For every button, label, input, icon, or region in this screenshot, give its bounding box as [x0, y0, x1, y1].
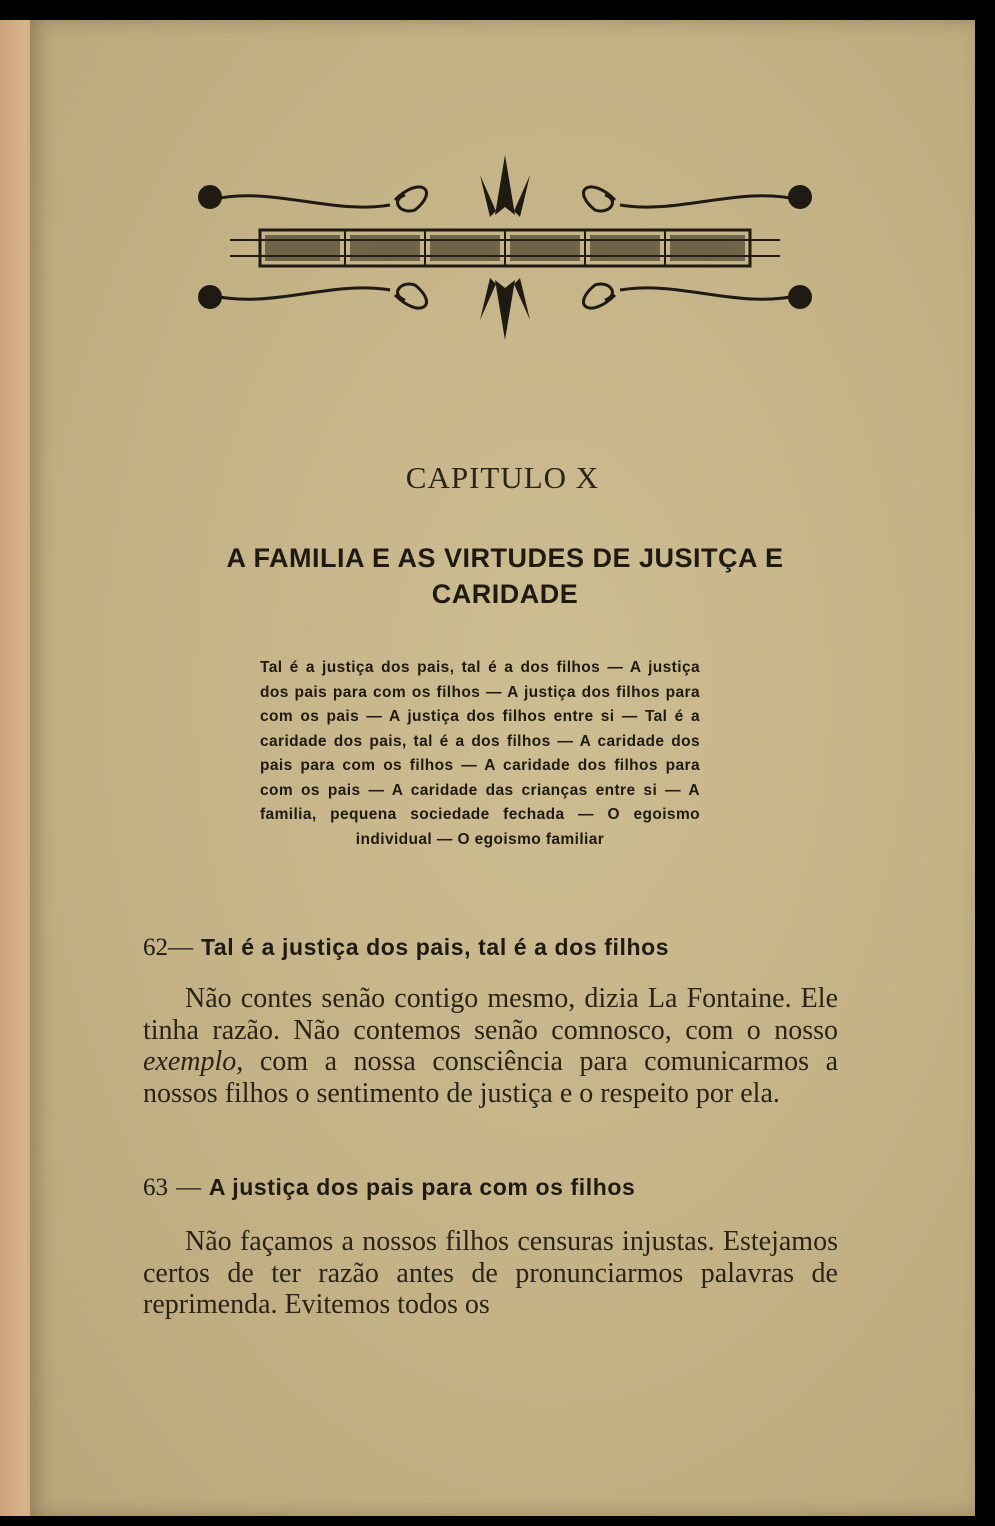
decorative-header-ornament [190, 145, 820, 350]
section-paragraph-62 [143, 983, 838, 1109]
book-page [30, 20, 975, 1516]
section-paragraph-63 [143, 1226, 838, 1321]
paragraph-text: com a nossa consciência para comunicarmos a nossos filhos o sentimento de justiça e o respeito por ela. [143, 1046, 838, 1109]
section-heading-63 [143, 1172, 843, 1202]
chapter-number: CAPITULO X [405, 460, 600, 495]
section-number: 62 [143, 934, 168, 961]
section-number: 63 [143, 1174, 168, 1201]
section-title: Tal é a justiça dos pais, tal é a dos filhos [200, 934, 670, 960]
chapter-summary: Tal é a justiça dos pais, tal é a dos filhos — A justiça dos pais para com os filhos — A justiça dos filhos para com os pais — A justiça dos filhos entre si — Tal é a caridade dos pais, tal é a dos filhos — A caridade dos pais para com os filhos — A caridade dos filhos para com os pais — A caridade das crianças entre si — A familia, pequena sociedade fechada — O egoismo individual — O egoismo familiar [260, 659, 700, 848]
chapter-title: A FAMILIA E AS VIRTUDES DE JUSITÇA E CARIDADE [226, 543, 784, 609]
section-title: A justiça dos pais para com os filhos [208, 1174, 636, 1200]
section-heading-62 [143, 932, 843, 962]
section-dash: — [168, 934, 193, 961]
paragraph-text: Não façamos a nossos filhos censuras injustas. Estejamos certos de ter razão antes de pronunciarmos palavras de reprimenda. Evitemos todos os [143, 1226, 838, 1320]
section-dash: — [175, 1174, 201, 1201]
emphasis-text: exemplo, [143, 1046, 244, 1077]
paragraph-text: Não contes senão contigo mesmo, dizia La Fontaine. Ele tinha razão. Não contemos senão comnosco, com o nosso [143, 983, 838, 1046]
